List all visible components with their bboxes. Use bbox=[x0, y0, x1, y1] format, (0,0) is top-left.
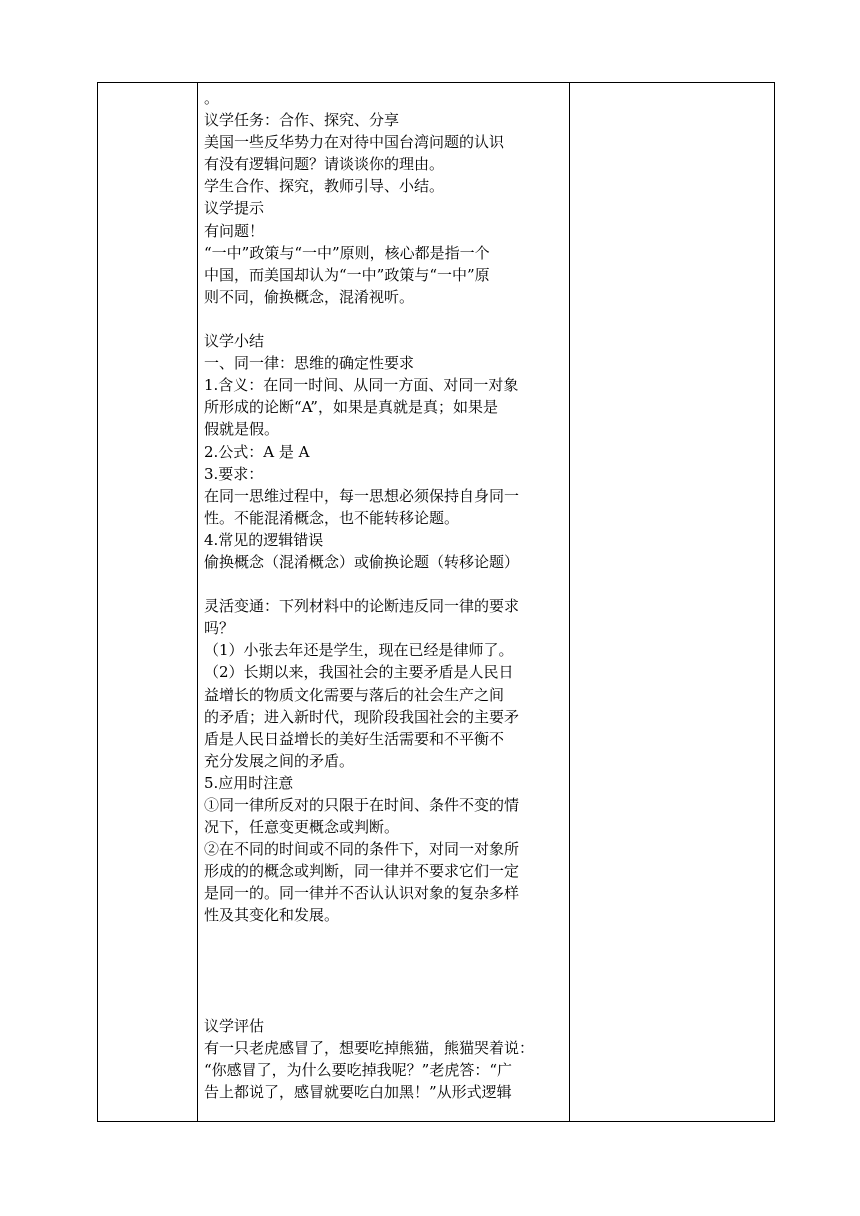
text-line: 况下，任意变更概念或判断。 bbox=[204, 818, 400, 837]
text-line: ①同一律所反对的只限于在时间、条件不变的情 bbox=[204, 796, 520, 814]
lesson-content bbox=[204, 87, 566, 1103]
text-line: 一、同一律：思维的确定性要求 bbox=[204, 354, 415, 373]
text-line: 益增长的物质文化需要与落后的社会生产之间 bbox=[204, 685, 505, 704]
text-line: 1.含义：在同一时间、从同一方面、对同一对象 bbox=[204, 376, 519, 395]
text-line: 4.常见的逻辑错误 bbox=[204, 530, 324, 549]
lesson-plan-table bbox=[97, 82, 775, 1122]
summary-heading: 议学小结 bbox=[204, 332, 265, 351]
text-line: 5.应用时注意 bbox=[204, 773, 294, 792]
text-line: 则不同，偷换概念，混淆视听。 bbox=[204, 287, 415, 306]
text-line: 的矛盾；进入新时代，现阶段我国社会的主要矛 bbox=[204, 707, 520, 726]
text-line: 吗？ bbox=[204, 619, 235, 638]
text-line: 在同一思维过程中，每一思想必须保持自身同一 bbox=[204, 486, 520, 505]
right-column-cell bbox=[570, 83, 774, 1121]
blank-line bbox=[204, 573, 566, 595]
text-line: 性及其变化和发展。 bbox=[204, 906, 340, 925]
text-line: 灵活变通：下列材料中的论断违反同一律的要求 bbox=[204, 597, 520, 616]
text-line: 2.公式：A 是 A bbox=[204, 442, 310, 461]
hint-heading: 议学提示 bbox=[204, 199, 265, 218]
text-line: “你感冒了，为什么要吃掉我呢？”老虎答：“广 bbox=[204, 1061, 513, 1080]
text-line: 美国一些反华势力在对待中国台湾问题的认识 bbox=[204, 133, 505, 152]
blank-line bbox=[204, 971, 566, 993]
text-line: 假就是假。 bbox=[204, 420, 280, 439]
text-line: 告上都说了，感冒就要吃白加黑！”从形式逻辑 bbox=[204, 1083, 512, 1102]
text-line: ②在不同的时间或不同的条件下，对同一对象所 bbox=[204, 840, 520, 859]
evaluation-heading: 议学评估 bbox=[204, 1016, 265, 1035]
blank-line bbox=[204, 308, 566, 330]
text-line: 有没有逻辑问题？请谈谈你的理由。 bbox=[204, 155, 445, 174]
text-line: 中国，而美国却认为“一中”政策与“一中”原 bbox=[204, 265, 490, 284]
blank-line bbox=[204, 993, 566, 1015]
content-column-cell bbox=[198, 83, 570, 1121]
text-line: 有问题！ bbox=[204, 221, 265, 240]
text-line: 充分发展之间的矛盾。 bbox=[204, 751, 355, 770]
text-line: 有一只老虎感冒了，想要吃掉熊猫，熊猫哭着说： bbox=[204, 1039, 535, 1058]
text-line: 形成的的概念或判断，同一律并不要求它们一定 bbox=[204, 862, 520, 881]
text-line: 性。不能混淆概念，也不能转移论题。 bbox=[204, 508, 460, 527]
task-heading: 议学任务：合作、探究、分享 bbox=[204, 111, 400, 130]
text-line: （1）小张去年还是学生，现在已经是律师了。 bbox=[204, 641, 514, 660]
text-line: 学生合作、探究，教师引导、小结。 bbox=[204, 177, 445, 196]
text-line: “一中”政策与“一中”原则，核心都是指一个 bbox=[204, 243, 490, 262]
left-column-cell bbox=[98, 83, 198, 1121]
text-line: 盾是人民日益增长的美好生活需要和不平衡不 bbox=[204, 729, 505, 748]
text-line: 所形成的论断“A”，如果是真就是真；如果是 bbox=[204, 398, 498, 417]
text-line: （2）长期以来，我国社会的主要矛盾是人民日 bbox=[204, 663, 514, 682]
blank-line bbox=[204, 949, 566, 971]
text-line: 是同一的。同一律并不否认认识对象的复杂多样 bbox=[204, 884, 520, 903]
text-line: 偷换概念（混淆概念）或偷换论题（转移论题） bbox=[204, 552, 520, 571]
text-line: 。 bbox=[204, 89, 220, 107]
blank-line bbox=[204, 927, 566, 949]
text-line: 3.要求： bbox=[204, 464, 264, 483]
